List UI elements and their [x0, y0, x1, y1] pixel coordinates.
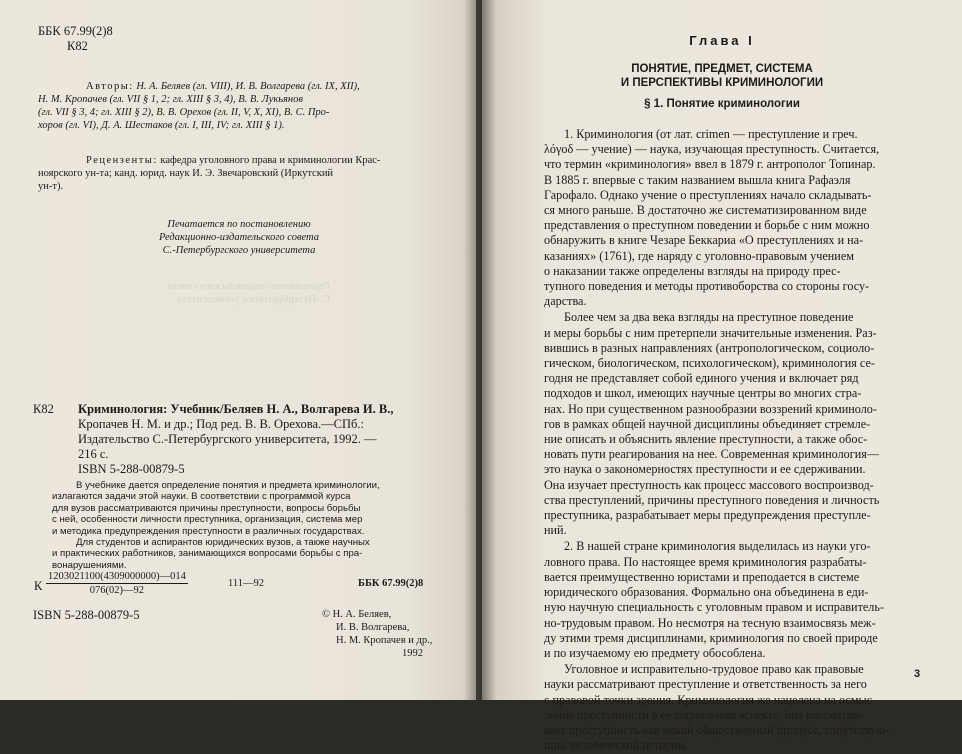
body-line: годня не представляет собой единого учения и включает ряд — [544, 371, 859, 386]
bleed-line: С.-Петербургского университета — [176, 293, 330, 305]
copyright-line: И. В. Волгарева, — [336, 622, 410, 633]
paragraph — [544, 539, 889, 661]
body-line: о наказании также определены взгляды на природу прес- — [544, 263, 841, 278]
body-line: и меры борьбы с ним претерпели значительные изменения. Раз- — [544, 325, 877, 340]
body-line: ние описать и объяснить явление преступности, а также обос- — [544, 432, 868, 447]
bleed-through-text — [120, 280, 330, 390]
body-line: 1. Криминология (от лат. crimen — преступление и греч. — [564, 127, 858, 141]
paragraph — [544, 662, 889, 753]
copyright-line: © Н. А. Беляев, — [322, 609, 392, 620]
body-text — [544, 127, 889, 754]
body-line: ний. — [544, 523, 567, 538]
imprint-block — [0, 218, 478, 257]
chapter-title-line: ПОНЯТИЕ, ПРЕДМЕТ, СИСТЕМА — [631, 63, 813, 75]
body-line: дарства. — [544, 294, 587, 309]
body-line: гов в рамках общей научной дисциплины объединяет стремле- — [544, 416, 871, 431]
copyright-block — [322, 608, 434, 660]
paragraph — [544, 127, 889, 309]
body-line: 2. В нашей стране криминология выделилась из науки уго- — [564, 539, 871, 554]
body-line: вает преступность как некий общественный процесс, сопутствую- — [544, 722, 890, 737]
catalog-line: Кропачев Н. М. и др.; Под ред. В. В. Орехова.—СПб.: — [78, 417, 364, 431]
code-k-letter: К — [34, 579, 43, 593]
body-line: с правовой точки зрения. Криминология же нацелена на осмыс- — [544, 692, 877, 707]
body-line: казаниях» (1761), где наряду с уголовно-правовым учением — [544, 248, 854, 263]
body-line: ся много раньше. В достаточно же систематизированном виде — [544, 203, 867, 218]
copyright-line: Н. М. Кропачев и др., — [336, 635, 433, 646]
annotation-block — [52, 480, 380, 571]
annotation-line: с ней, особенности личности преступника, организация, система мер — [52, 514, 363, 526]
reviewers-line: кафедра уголовного права и криминологии Крас- — [160, 155, 381, 166]
bleed-line: Редакционно-издательского совета — [166, 280, 330, 292]
page-number: 3 — [914, 668, 921, 680]
bbk-code-top: ББК 67.99(2)8 — [38, 24, 113, 38]
reviewers-line: ноярского ун-та; канд. юрид. наук И. Э. Звечаровский (Иркутский — [38, 168, 334, 179]
annotation-line: вонарушениями. — [52, 559, 127, 571]
body-line: λόγοδ — учение) — наука, изучающая преступность. Считается, — [544, 142, 880, 157]
paragraph — [544, 310, 889, 538]
authors-block — [38, 80, 360, 132]
annotation-line: и методика предупреждения преступности в различных государствах. — [52, 525, 365, 537]
body-line: гическом, биологическом, психологическом), криминология се- — [544, 356, 875, 371]
authors-line: Н. М. Кропачев (гл. VII § 1, 2; гл. XIII § 3, 4), В. В. Лукьянов — [38, 94, 303, 105]
catalog-line: Криминология: Учебник/Беляев Н. А., Волгарева И. В., — [78, 402, 394, 416]
body-line: это наука о закономерностях преступности и ее сдерживании. — [544, 462, 866, 477]
code-fraction — [46, 570, 188, 597]
reviewers-line: ун-т). — [38, 181, 64, 192]
body-line: вившись в разных направлениях (антропологическом, социоло- — [544, 340, 875, 355]
reviewers-label: Рецензенты: — [86, 155, 158, 166]
body-line: ловного права. По настоящее время криминология разрабаты- — [544, 554, 867, 569]
catalog-line: Издательство С.-Петербургского университета, 1992. — — [78, 432, 377, 446]
left-page — [0, 0, 478, 700]
catalog-isbn: ISBN 5-288-00879-5 — [78, 462, 185, 476]
body-line: ду этими тремя дисциплинами, криминология по своей природе — [544, 630, 878, 645]
body-line: представления о преступном поведении и борьбе с ним можно — [544, 218, 870, 233]
code-denominator: 076(02)—92 — [89, 585, 145, 596]
chapter-title — [482, 62, 962, 90]
reviewers-block — [38, 154, 380, 193]
annotation-line: излагаются задачи этой науки. В соответствии с программой курса — [52, 491, 351, 503]
body-line: тупного поведения и методы противоборства со стороны госу- — [544, 279, 870, 294]
section-heading: § 1. Понятие криминологии — [644, 98, 800, 110]
annotation-line: В учебнике дается определение понятия и предмета криминологии, — [76, 480, 380, 491]
chapter-heading: Глава I — [689, 33, 755, 48]
body-line: Гарофало. Однако учение о преступлениях начало складывать- — [544, 187, 872, 202]
body-line: новать пути реагирования на нее. Современная криминология— — [544, 447, 880, 462]
code-numerator: 1203021100(4309000000)—014 — [48, 571, 186, 582]
body-line: но-трудовым правом. Но несмотря на тесную взаимосвязь меж- — [544, 615, 876, 630]
body-line: нах. Но при существенном разнообразии воззрений криминоло- — [544, 401, 877, 416]
annotation-line: Для студентов и аспирантов юридических вузов, а также научных — [76, 537, 370, 549]
annotation-line: для вузов рассматриваются причины преступности, вопросы борьбы — [52, 502, 361, 514]
body-line: юридического образования. Формально она объединена в еди- — [544, 585, 869, 600]
body-line: Она изучает преступность как процесс массового воспроизвод- — [544, 477, 874, 492]
body-line: что термин «криминология» ввел в 1879 г. антрополог Топинар. — [544, 157, 876, 172]
body-line: науки рассматривают преступление и ответственность за него — [544, 677, 867, 692]
imprint-line: С.-Петербургского университета — [162, 245, 316, 256]
authors-line: (гл. VII § 3, 4; гл. XIII § 2), В. В. Орехов (гл. II, V, X, XI), В. С. Про- — [38, 107, 330, 118]
chapter-title-line: И ПЕРСПЕКТИВЫ КРИМИНОЛОГИИ — [620, 77, 824, 89]
annotation-line: и практических работников, занимающихся вопросами борьбы с пра- — [52, 548, 363, 560]
authors-label: Авторы: — [86, 81, 134, 92]
authors-line: Н. А. Беляев (гл. VIII), И. В. Волгарева (гл. IX, XII), — [136, 81, 360, 92]
body-line: ную научную специальность с уголовным правом и исправитель- — [544, 600, 885, 615]
body-line: В 1885 г. впервые с таким названием вышла книга Рафаэля — [544, 172, 851, 187]
right-page — [482, 0, 962, 753]
imprint-line: Печатается по постановлению — [167, 219, 311, 230]
bbk-code-bottom: ББК 67.99(2)8 — [358, 578, 424, 589]
body-line: преступника, разрабатывает меры предупреждения преступле- — [544, 508, 871, 523]
body-line: ства преступлений, причины преступного поведения и личность — [544, 492, 880, 507]
body-line: ление преступности в ее социальном аспекте; она рассматри- — [544, 707, 864, 722]
body-line: щий человеческой истории. — [544, 738, 688, 753]
body-line: Уголовное и исправительно-трудовое право как правовые — [564, 662, 864, 677]
k82-code-top: К82 — [67, 39, 88, 53]
body-line: и по изучаемому ею предмету обособлена. — [544, 645, 766, 660]
code-suffix: 111—92 — [228, 578, 264, 589]
body-line: вается преимущественно юристами и преподается в системе — [544, 569, 860, 584]
catalog-code: К82 — [33, 402, 54, 416]
paragraphs — [544, 127, 889, 753]
catalog-entry — [78, 402, 393, 477]
body-line: подходов и школ, имеющих научные центры во многих стра- — [544, 386, 862, 401]
body-line: Более чем за два века взгляды на преступное поведение — [564, 310, 854, 325]
body-line: обнаружить в книге Чезаре Беккариа «О преступлениях и на- — [544, 233, 864, 248]
copyright-year: 1992 — [402, 648, 423, 659]
isbn-bottom: ISBN 5-288-00879-5 — [33, 608, 140, 622]
imprint-line: Редакционно-издательского совета — [158, 232, 319, 243]
catalog-line: 216 с. — [78, 447, 109, 461]
authors-line: хоров (гл. VI), Д. А. Шестаков (гл. I, III, IV; гл. XIII § 1). — [38, 120, 285, 131]
